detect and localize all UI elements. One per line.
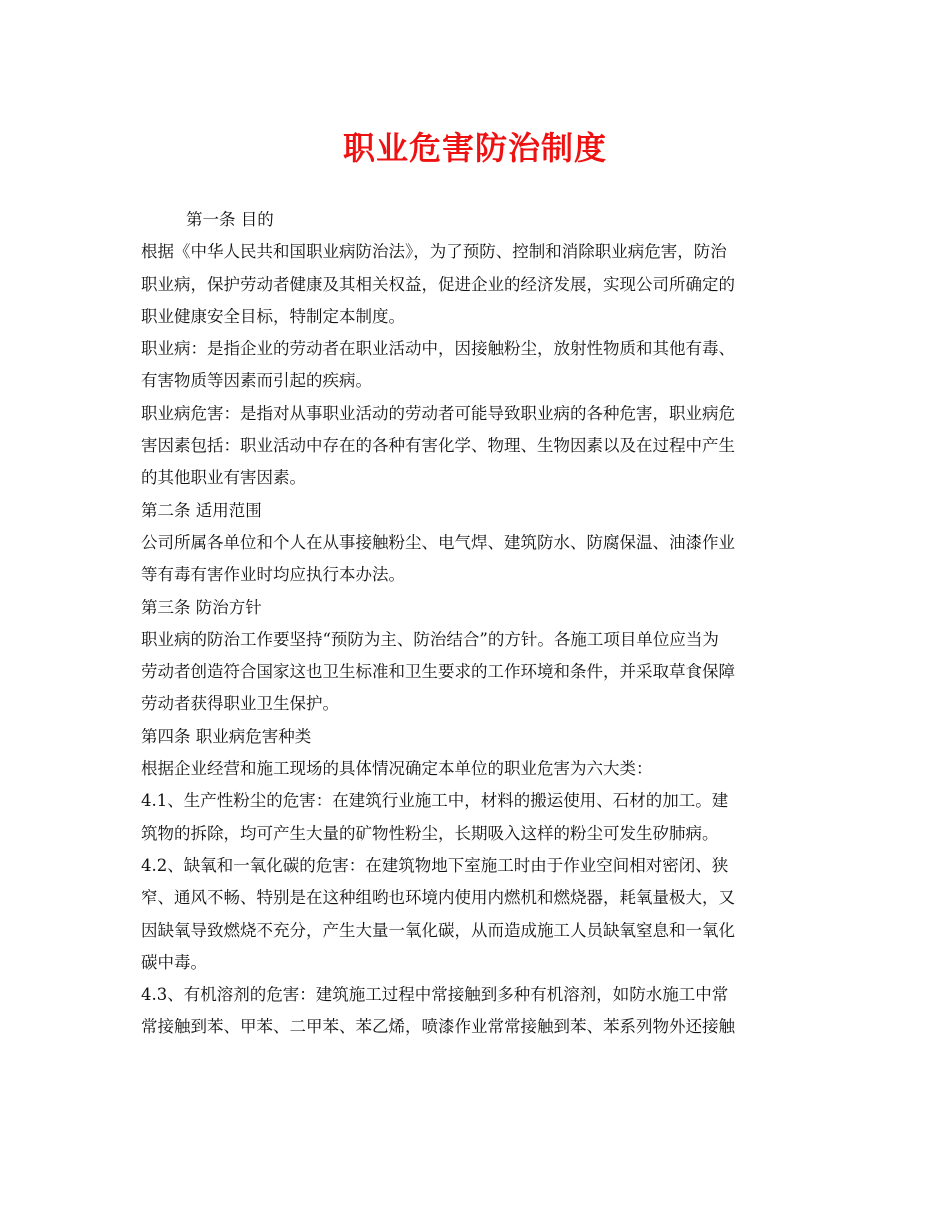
article-3-line-2: 劳动者创造符合国家这也卫生标准和卫生要求的工作环境和条件，并采取草食保障 [141,662,735,682]
article-2-line-1: 公司所属各单位和个人在从事接触粉尘、电气焊、建筑防水、防腐保温、油漆作业 [141,532,735,552]
article-4-intro: 根据企业经营和施工现场的具体情况确定本单位的职业危害为六大类： [141,759,653,779]
article-3-line-1: 职业病的防治工作要坚持“预防为主、防治结合”的方针。各施工项目单位应当为 [141,629,719,649]
article-3-heading: 第三条 防治方针 [141,597,262,617]
item-4-3-line-2: 常接触到苯、甲苯、二甲苯、苯乙烯，喷漆作业常常接触到苯、苯系列物外还接触 [141,1017,735,1037]
item-4-1-line-2: 筑物的拆除，均可产生大量的矿物性粉尘，长期吸入这样的粉尘可发生矽肺病。 [141,823,719,843]
article-2-line-2: 等有毒有害作业时均应执行本办法。 [141,565,405,585]
article-1-heading: 第一条 目的 [186,210,274,229]
item-4-3-line-1: 4.3、有机溶剂的危害：建筑施工过程中常接触到多种有机溶剂，如防水施工中常 [141,985,729,1005]
article-2-heading: 第二条 适用范围 [141,500,262,520]
definition-occupational-disease-line-1: 职业病：是指企业的劳动者在职业活动中，因接触粉尘，放射性物质和其他有毒、 [141,339,735,359]
document-title: 职业危害防治制度 [342,129,607,167]
article-3-line-3: 劳动者获得职业卫生保护。 [141,694,339,714]
article-4-heading: 第四条 职业病危害种类 [141,726,312,746]
definition-hazard-line-2: 害因素包括：职业活动中存在的各种有害化学、物理、生物因素以及在过程中产生 [141,436,735,456]
article-1-line-2: 职业病，保护劳动者健康及其相关权益，促进企业的经济发展，实现公司所确定的 [141,274,735,294]
article-1-line-1: 根据《中华人民共和国职业病防治法》，为了预防、控制和消除职业病危害，防治 [141,242,727,262]
document-body [141,204,813,1044]
item-4-2-line-4: 碳中毒。 [141,952,207,972]
definition-hazard-line-3: 的其他职业有害因素。 [141,468,306,488]
item-4-1-line-1: 4.1、生产性粉尘的危害：在建筑行业施工中，材料的搬运使用、石材的加工。建 [141,791,729,811]
item-4-2-line-3: 因缺氧导致燃烧不充分，产生大量一氧化碳，从而造成施工人员缺氧窒息和一氧化 [141,920,735,940]
item-4-2-line-2: 窄、通风不畅、特别是在这种组哟也环境内使用内燃机和燃烧器，耗氧量极大，又 [141,888,735,908]
definition-hazard-line-1: 职业病危害：是指对从事职业活动的劳动者可能导致职业病的各种危害，职业病危 [141,403,735,423]
article-1-line-3: 职业健康安全目标，特制定本制度。 [141,306,405,326]
item-4-2-line-1: 4.2、缺氧和一氧化碳的危害：在建筑物地下室施工时由于作业空间相对密闭、狭 [141,855,729,875]
definition-occupational-disease-line-2: 有害物质等因素而引起的疾病。 [141,371,372,391]
